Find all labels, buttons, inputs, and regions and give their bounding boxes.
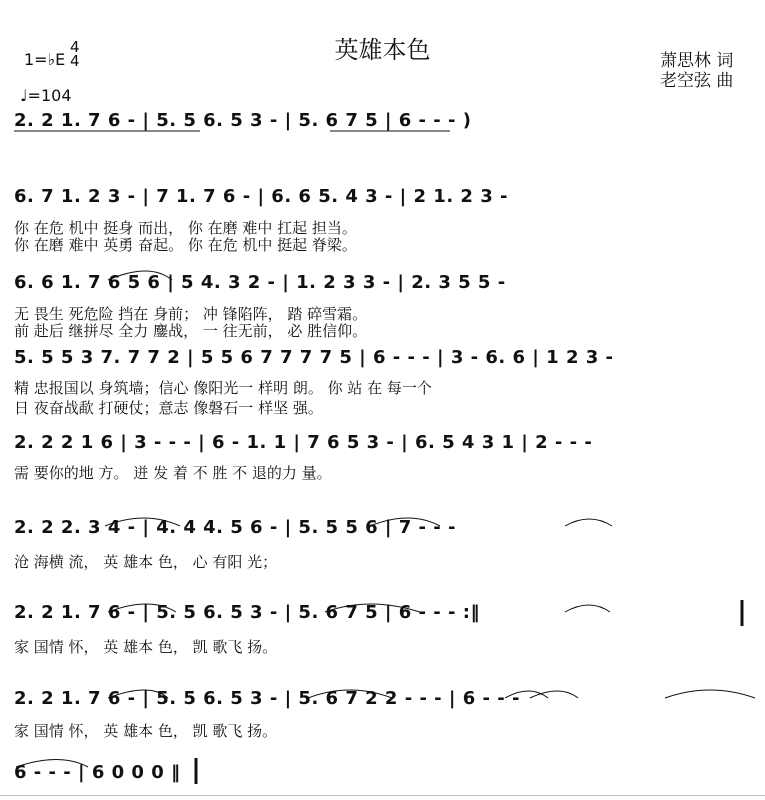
page-bottom-rule: [0, 795, 765, 796]
notation-line: 5. 5 5 3 7. 7 7 2 | 5 5 6 7 7 7 7 5 | 6 - - - | 3 - 6. 6 | 1 2 3 -: [14, 347, 614, 368]
lyric-line: 日 夜奋战歃 打硬仗；意志 像磐石一 样坚 强。: [14, 399, 323, 417]
notation-line: 2. 2 1. 7 6 - | 5. 5 6. 5 3 - | 5. 6 7 2 2 - - - | 6 - - -: [14, 688, 520, 709]
notation-line: 6. 6 1. 7 6 5 6 | 5 4. 3 2 - | 1. 2 3 3 - | 2. 3 5 5 -: [14, 272, 506, 293]
notation-line: 2. 2 1. 7 6 - | 5. 5 6. 5 3 - | 5. 6 7 5 | 6 - - - :‖: [14, 602, 480, 623]
notation-line: 2. 2 2. 3 4 - | 4. 4 4. 5 6 - | 5. 5 5 6 | 7 - - -: [14, 517, 456, 538]
lyric-line: 家 国情 怀， 英 雄本 色， 凯 歌飞 扬。: [14, 722, 278, 740]
lyric-line: 无 畏生 死危险 挡在 身前； 冲 锋陷阵， 踏 碎雪霜。: [14, 305, 368, 323]
lyric-line: 需 要你的地 方。 迸 发 着 不 胜 不 退的力 量。: [14, 464, 332, 482]
lyricist-credit: 萧思林 词: [660, 51, 734, 71]
song-title: 英雄本色: [334, 36, 431, 64]
lyric-line: 精 忠报国以 身筑墙；信心 像阳光一 样明 朗。 你 站 在 每一个: [14, 379, 432, 397]
lyric-line: 家 国情 怀， 英 雄本 色， 凯 歌飞 扬。: [14, 638, 278, 656]
lyric-line: 前 赴后 继拼尽 全力 鏖战， 一 往无前， 必 胜信仰。: [14, 322, 368, 340]
time-signature-top: 4: [70, 38, 80, 56]
lyric-line: 你 在危 机中 挺身 而出， 你 在磨 难中 扛起 担当。: [14, 219, 357, 237]
tempo-marking: ♩=104: [20, 86, 72, 105]
composer-credit: 老空弦 曲: [660, 71, 734, 91]
lyric-line: 沧 海横 流， 英 雄本 色， 心 有阳 光；: [14, 553, 278, 571]
notation-line: 2. 2 1. 7 6 - | 5. 5 6. 5 3 - | 5. 6 7 5 | 6 - - - ): [14, 110, 472, 131]
time-signature-bottom: 4: [70, 52, 80, 70]
lyric-line: 你 在磨 难中 英勇 奋起。 你 在危 机中 挺起 脊梁。: [14, 236, 357, 254]
notation-line: 2. 2 2 1 6 | 3 - - - | 6 - 1. 1 | 7 6 5 3 - | 6. 5 4 3 1 | 2 - - -: [14, 432, 593, 453]
key-signature: 1=♭E: [24, 50, 66, 69]
time-signature: [70, 40, 80, 68]
notation-line: 6 - - - | 6 0 0 0 ‖: [14, 762, 181, 783]
notation-line: 6. 7 1. 2 3 - | 7 1. 7 6 - | 6. 6 5. 4 3 - | 2 1. 2 3 -: [14, 186, 508, 207]
